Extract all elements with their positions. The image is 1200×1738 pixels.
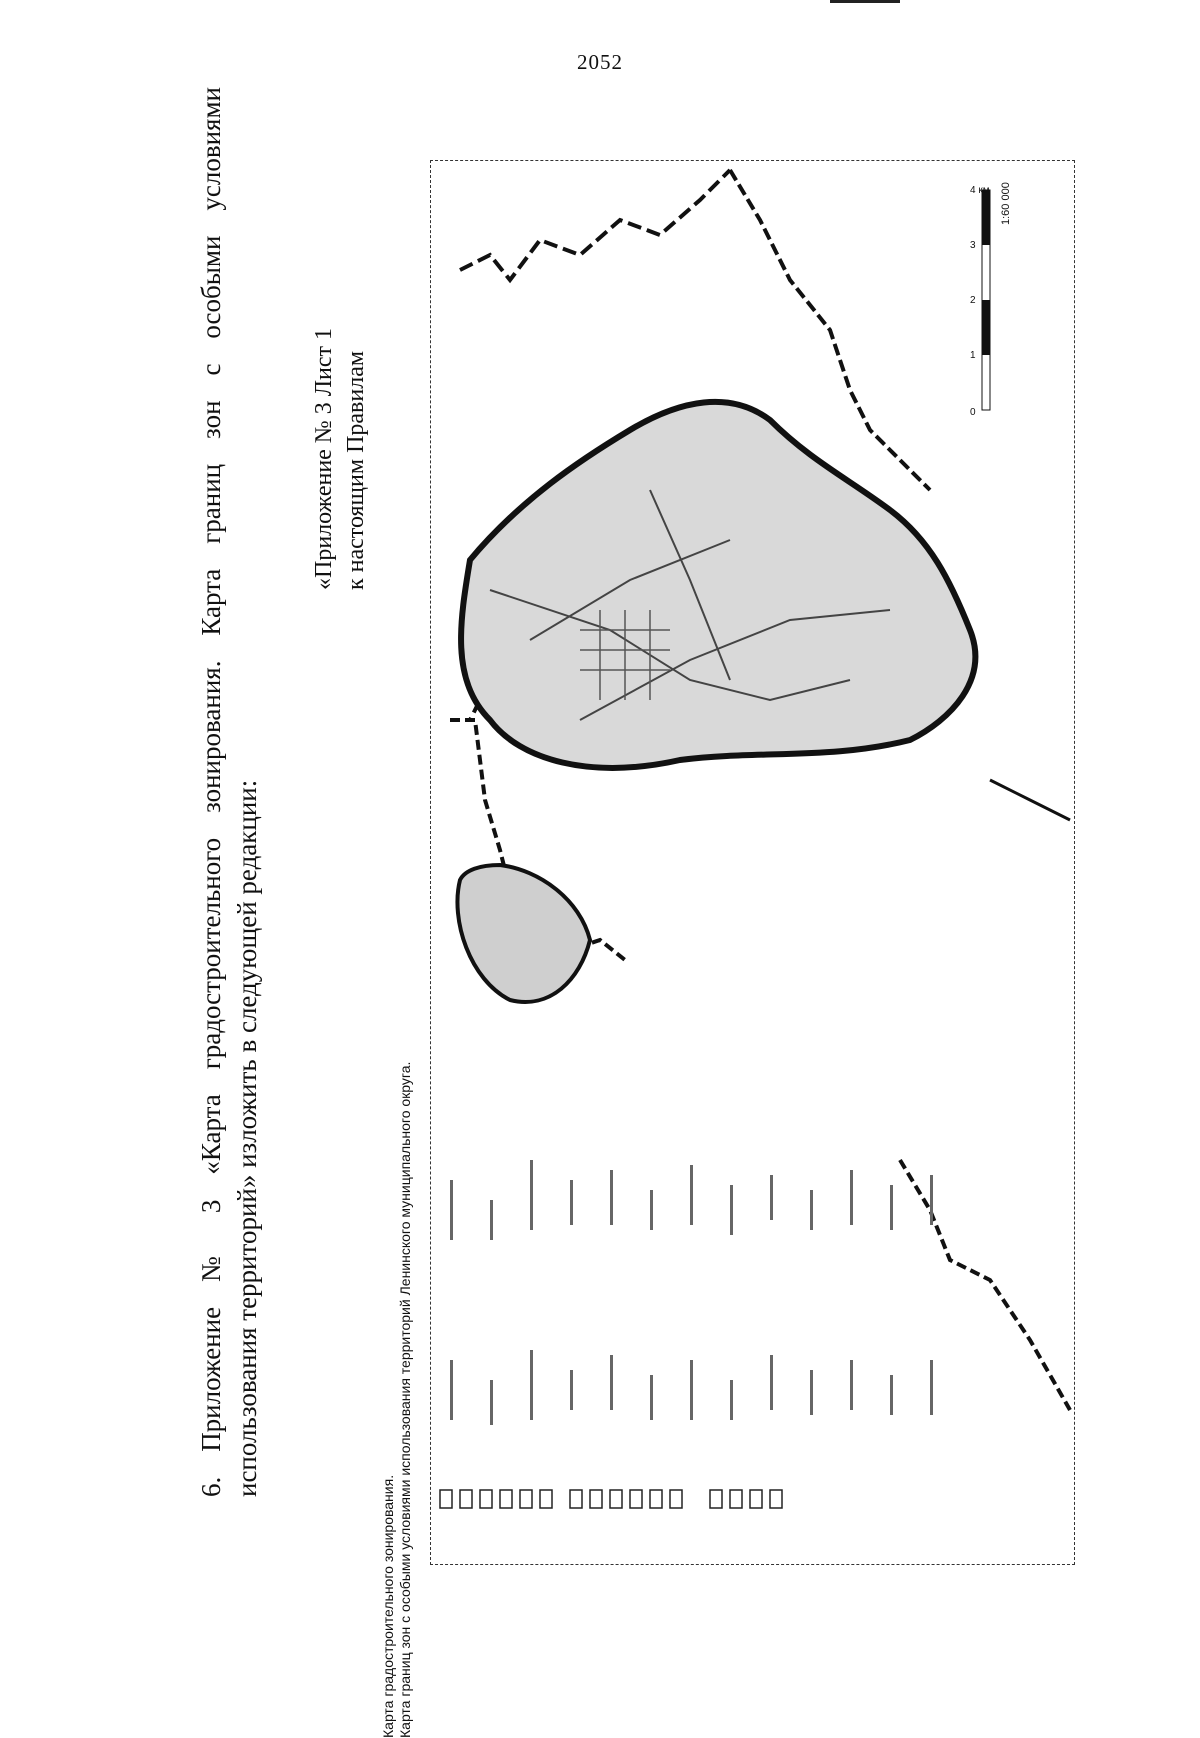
page-number: 2052 (577, 50, 623, 74)
appendix-note (308, 260, 372, 590)
settlement-secondary (457, 865, 590, 1002)
scale-tick-2: 2 (970, 295, 976, 306)
scale-label: 1:60 000 (1000, 182, 1012, 225)
scale-bar (982, 190, 990, 410)
appendix-note-line-2: к настоящим Правилам (343, 350, 369, 590)
main-paragraph (193, 87, 265, 1497)
scale-tick-1: 1 (970, 350, 976, 361)
paragraph-line-2: использования территорий» изложить в следующей редакции: (232, 779, 262, 1497)
scale-tick-0: 0 (970, 407, 976, 418)
appendix-note-line-1: «Приложение № 3 Лист 1 (311, 328, 337, 590)
paragraph-line-1: 6. Приложение № 3 «Карта градостроительного зонирования. Карта границ зон с особыми условиями (196, 87, 226, 1497)
scale-tick-4: 4 км (970, 185, 990, 196)
top-edge-mark (830, 0, 900, 3)
map-caption (380, 638, 414, 1738)
map-caption-line-1: Карта градостроительного зонирования. (380, 1474, 396, 1738)
legend-symbols (440, 1490, 782, 1508)
legend-text-marks (450, 1160, 933, 1425)
settlement-main (461, 402, 975, 768)
district-boundary-north (460, 170, 730, 280)
coastline (990, 780, 1070, 820)
scale-tick-3: 3 (970, 240, 976, 251)
zoning-map (430, 160, 1075, 1565)
district-boundary-south (900, 1160, 1070, 1410)
map-caption-line-2: Карта границ зон с особыми условиями использования территорий Ленинского муниципального округа. (397, 1061, 413, 1738)
